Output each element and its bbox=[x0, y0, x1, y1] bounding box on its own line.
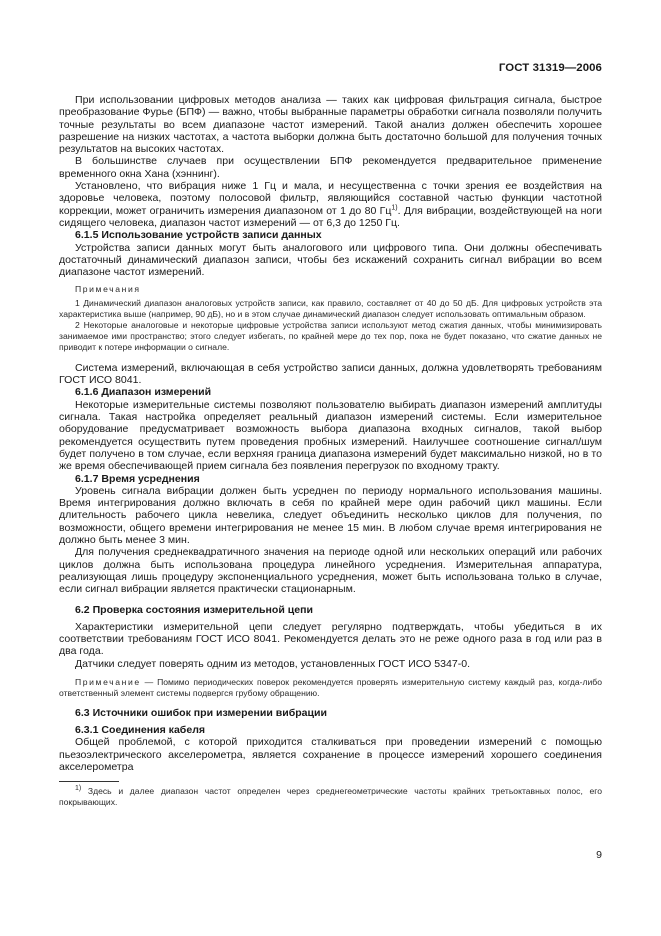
section-heading: 6.2 Проверка состояния измерительной цепи bbox=[75, 603, 313, 616]
section-heading: 6.1.5 Использование устройств записи данных bbox=[75, 229, 322, 242]
footnote-mark: 1) bbox=[75, 785, 82, 793]
footnote-divider bbox=[59, 781, 119, 782]
notes-heading: Примечания bbox=[75, 284, 141, 295]
footnote-text: Здесь и далее диапазон частот определен через среднегеометрические частоты крайних третьоктавных полос, его покрывающих. bbox=[59, 786, 602, 808]
page-number: 9 bbox=[596, 849, 602, 861]
paragraph: Для получения среднеквадратичного значения на периоде одной или нескольких операций или рабочих циклов должна быть использована процедура линейного усреднения. Измерительная аппаратура, реализующая лишь процедуру экспоненциального усреднения, может быть использована только в случае, если сигнал вибрации является практически стационарным. bbox=[59, 546, 602, 596]
paragraph: Система измерений, включающая в себя устройство записи данных, должна удовлетворять требованиям ГОСТ ИСО 8041. bbox=[59, 361, 602, 387]
paragraph: Устройства записи данных могут быть аналогового или цифрового типа. Они должны обеспечивать достаточный динамический диапазон записи, чтобы без искажений сохранить сигнал вибрации во всем диапазоне частот измерений. bbox=[59, 241, 602, 279]
paragraph: Общей проблемой, с которой приходится сталкиваться при проведении измерений с помощью пьезоэлектрического акселерометра, является сохранение в процессе измерений хорошего соединения акселерометра bbox=[59, 736, 602, 774]
note-text: — Помимо периодических поверок рекомендуется проверять измерительную систему каждый раз, когда-либо ответственный элемент системы подвергся грубому обращению. bbox=[59, 677, 602, 698]
paragraph bbox=[59, 180, 602, 229]
paragraph-text: . Для вибрации, воздействующей на ноги сидящего человека, диапазон частот измерений — от 6,3 до 1250 Гц. bbox=[59, 204, 603, 229]
footnote bbox=[59, 786, 602, 808]
paragraph: В большинстве случаев при осуществлении БПФ рекомендуется предварительное применение временного окна Хана (хэннинг). bbox=[59, 155, 602, 180]
section-heading: 6.3 Источники ошибок при измерении вибрации bbox=[75, 706, 327, 719]
section-heading: 6.1.7 Время усреднения bbox=[75, 472, 200, 485]
note-label: Примечание bbox=[75, 677, 141, 688]
note-item: 1 Динамический диапазон аналоговых устройств записи, как правило, составляет от 40 до 50 дБ. Для цифровых устройств эта характеристика выше (например, 90 дБ), но и в этом случае динамический диапазон следует использовать оптимальным образом. bbox=[59, 298, 602, 320]
document-header: ГОСТ 31319—2006 bbox=[498, 62, 602, 74]
note-item: 2 Некоторые аналоговые и некоторые цифровые устройства записи используют метод сжатия данных, чтобы минимизировать занимаемое ими пространство; этого следует избегать, по крайней мере до тех пор, пока не будет показано, что сжатие данных не приводит к потере информации о сигнале. bbox=[59, 320, 602, 352]
note-item bbox=[59, 677, 602, 699]
footnote-reference: 1) bbox=[391, 204, 398, 212]
document-body bbox=[59, 94, 602, 808]
section-heading: 6.3.1 Соединения кабеля bbox=[75, 724, 206, 737]
section-heading: 6.1.6 Диапазон измерений bbox=[75, 386, 212, 399]
paragraph-text: Установлено, что вибрация ниже 1 Гц и мала, и несущественна с точки зрения ее воздействия на здоровье человека, поэтому полосовой фильтр, являющийся составной частью функции частотной коррекции, может ограничить измерения диапазоном от 1 до 80 Гц bbox=[59, 180, 602, 217]
paragraph: Датчики следует поверять одним из методов, установленных ГОСТ ИСО 5347-0. bbox=[75, 657, 470, 670]
paragraph: Уровень сигнала вибрации должен быть усреднен по периоду нормального использования машины. Время интегрирования должно включать в себя по крайней мере один рабочий цикл машины. Если длительность рабочего цикла невелика, следует объединить несколько циклов для получения, по возможности, общего времени интегрирования не менее 15 мин. В любом случае время интегрирования не должно быть менее 3 мин. bbox=[59, 484, 602, 547]
paragraph: Характеристики измерительной цепи следует регулярно подтверждать, чтобы убедиться в их соответствии требованиям ГОСТ ИСО 8041. Рекомендуется делать это не реже одного раза в год или раз в два года. bbox=[59, 620, 602, 658]
paragraph: Некоторые измерительные системы позволяют пользователю выбирать диапазон измерений амплитуды сигнала. Такая настройка определяет реальный диапазон измерений системы. Если измерительное оборудование предусматривает возможность выбора диапазона входных сигналов, такой выбор рекомендуется осуществить путем проведения пробных измерений. Наилучшее соотношение сигнал/шум будет получено в том случае, если верхняя граница диапазона измерений будет максимально низкой, но в то же время обеспечивающей прием сигнала без появления перегрузок по входному тракту. bbox=[59, 398, 602, 473]
paragraph: При использовании цифровых методов анализа — таких как цифровая фильтрация сигнала, быстрое преобразование Фурье (БПФ) — важно, чтобы выбранные параметры обработки сигнала позволяли получить точные результаты во всем диапазоне частот измерений. Такой анализ должен обеспечить хорошее разрешение на низких частотах, а частота выборки должна быть достаточно большой для получения точных результатов на высоких частотах. bbox=[59, 94, 602, 156]
